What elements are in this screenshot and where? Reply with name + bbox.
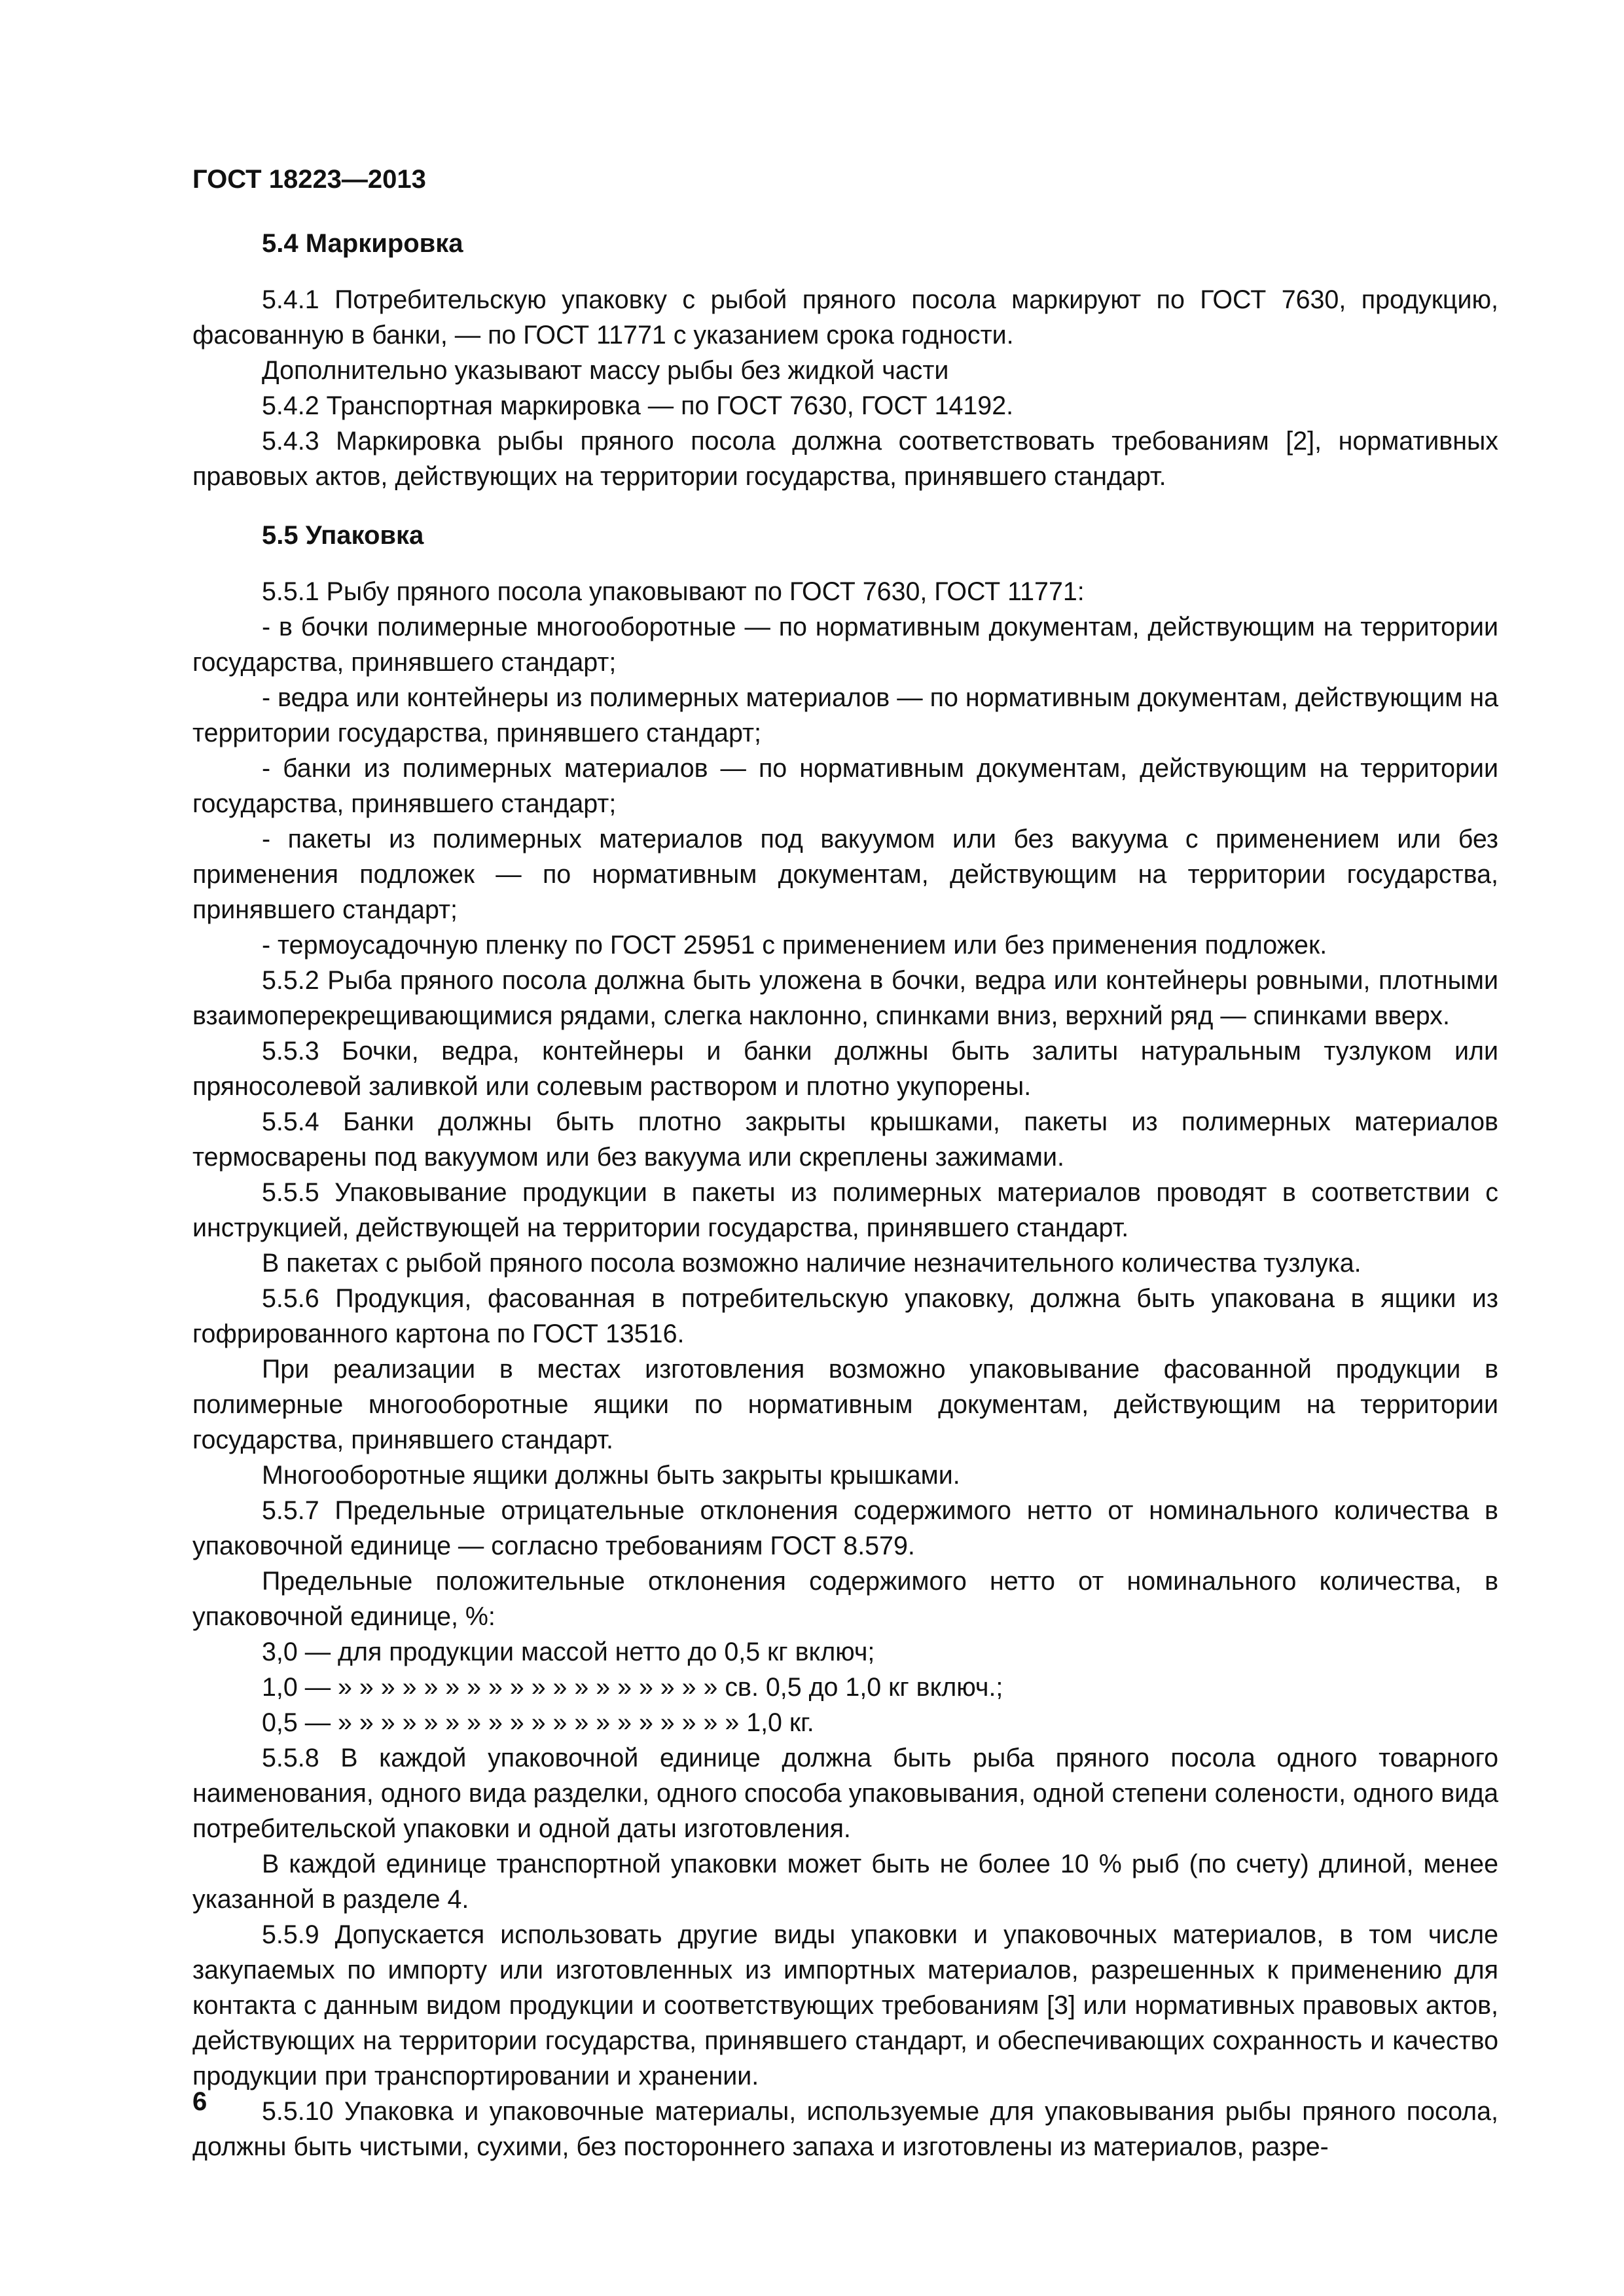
- paragraph-5-5-9: 5.5.9 Допускается использовать другие виды упаковки и упаковочных материалов, в том числе закупаемых по импорту или изготовленных из импортных материалов, разрешенных к применению для контакта с данным видом продукции и соответствующих требованиям [3] или нормативных правовых актов, действующих на территории государства, принявшего стандарт, и обеспечивающих сохранность и качество продукции при транспортировании и хранении.: [192, 1920, 1498, 2090]
- list-item-barrels: - в бочки полимерные многооборотные — по нормативным документам, действующим на территории государства, принявшего стандарт;: [192, 613, 1498, 677]
- list-item-shrink-film: - термоусадочную пленку по ГОСТ 25951 с применением или без применения подложек.: [262, 931, 1327, 960]
- paragraph-5-4-3: 5.4.3 Маркировка рыбы пряного посола должна соответствовать требованиям [2], нормативных правовых актов, действующих на территории государства, принявшего стандарт.: [192, 427, 1498, 491]
- paragraph-5-5-5-brine: В пакетах с рыбой пряного посола возможно наличие незначительного количества тузлука.: [262, 1249, 1362, 1278]
- paragraph-5-5-6-realization: При реализации в местах изготовления возможно упаковывание фасованной продукции в полимерные многооборотные ящики по нормативным документам, действующим на территории государства, принявшего стандарт.: [192, 1355, 1498, 1454]
- paragraph-5-5-3: 5.5.3 Бочки, ведра, контейнеры и банки должны быть залиты натуральным тузлуком или пряносолевой заливкой или солевым раствором и плотно укупорены.: [192, 1037, 1498, 1101]
- section-title-marking: 5.4 Маркировка: [262, 229, 463, 258]
- paragraph-5-5-8: 5.5.8 В каждой упаковочной единице должна быть рыба пряного посола одного товарного наименования, одного вида разделки, одного способа упаковывания, одной степени солености, одного вида потребительской упаковки и одной даты изготовления.: [192, 1744, 1498, 1843]
- paragraph-5-5-10: 5.5.10 Упаковка и упаковочные материалы, используемые для упаковывания рыбы пряного посола, должны быть чистыми, сухими, без постороннего запаха и изготовлены из материалов, разре-: [192, 2097, 1498, 2161]
- paragraph-5-5-2: 5.5.2 Рыба пряного посола должна быть уложена в бочки, ведра или контейнеры ровными, плотными взаимоперекрещивающимися рядами, слегка наклонно, спинками вниз, верхний ряд — спинками вверх.: [192, 966, 1498, 1030]
- paragraph-5-5-7: 5.5.7 Предельные отрицательные отклонения содержимого нетто от номинального количества в упаковочной единице — согласно требованиям ГОСТ 8.579.: [192, 1496, 1498, 1560]
- paragraph-5-5-6: 5.5.6 Продукция, фасованная в потребительскую упаковку, должна быть упакована в ящики из гофрированного картона по ГОСТ 13516.: [192, 1284, 1498, 1348]
- paragraph-5-5-4: 5.5.4 Банки должны быть плотно закрыты крышками, пакеты из полимерных материалов термосварены под вакуумом или без вакуума или скреплены зажимами.: [192, 1107, 1498, 1172]
- section-title-packaging: 5.5 Упаковка: [262, 521, 424, 550]
- list-item-cans: - банки из полимерных материалов — по нормативным документам, действующим на территории государства, принявшего стандарт;: [192, 754, 1498, 818]
- paragraph-5-5-5: 5.5.5 Упаковывание продукции в пакеты из полимерных материалов проводят в соответствии с инструкцией, действующей на территории государства, принявшего стандарт.: [192, 1178, 1498, 1242]
- paragraph-5-5-6-lids: Многооборотные ящики должны быть закрыты крышками.: [262, 1461, 960, 1490]
- paragraph-5-5-7-positive: Предельные положительные отклонения содержимого нетто от номинального количества, в упаковочной единице, %:: [192, 1567, 1498, 1631]
- list-item-buckets: - ведра или контейнеры из полимерных материалов — по нормативным документам, действующим на территории государства, принявшего стандарт;: [192, 683, 1498, 747]
- paragraph-5-4-1: 5.4.1 Потребительскую упаковку с рыбой пряного посола маркируют по ГОСТ 7630, продукцию, фасованную в банки, — по ГОСТ 11771 с указанием срока годности.: [192, 285, 1498, 350]
- paragraph-5-4-1-addition: Дополнительно указывают массу рыбы без жидкой части: [262, 356, 949, 385]
- document-header: ГОСТ 18223—2013: [192, 165, 426, 194]
- paragraph-5-5-1: 5.5.1 Рыбу пряного посола упаковывают по ГОСТ 7630, ГОСТ 11771:: [262, 577, 1085, 606]
- tolerance-line-3: 0,5 — » » » » » » » » » » » » » » » » » » » 1,0 кг.: [262, 1708, 814, 1737]
- tolerance-line-1: 3,0 — для продукции массой нетто до 0,5 кг включ;: [262, 1638, 875, 1666]
- paragraph-5-4-2: 5.4.2 Транспортная маркировка — по ГОСТ 7630, ГОСТ 14192.: [262, 391, 1014, 420]
- list-item-bags: - пакеты из полимерных материалов под вакуумом или без вакуума с применением или без применения подложек — по нормативным документам, действующим на территории государства, принявшего стандарт;: [192, 825, 1498, 924]
- paragraph-5-5-8-length: В каждой единице транспортной упаковки может быть не более 10 % рыб (по счету) длиной, менее указанной в разделе 4.: [192, 1850, 1498, 1914]
- document-body: [192, 226, 1498, 2164]
- tolerance-line-2: 1,0 — » » » » » » » » » » » » » » » » » » св. 0,5 до 1,0 кг включ.;: [262, 1673, 1003, 1702]
- page-number: 6: [192, 2087, 208, 2116]
